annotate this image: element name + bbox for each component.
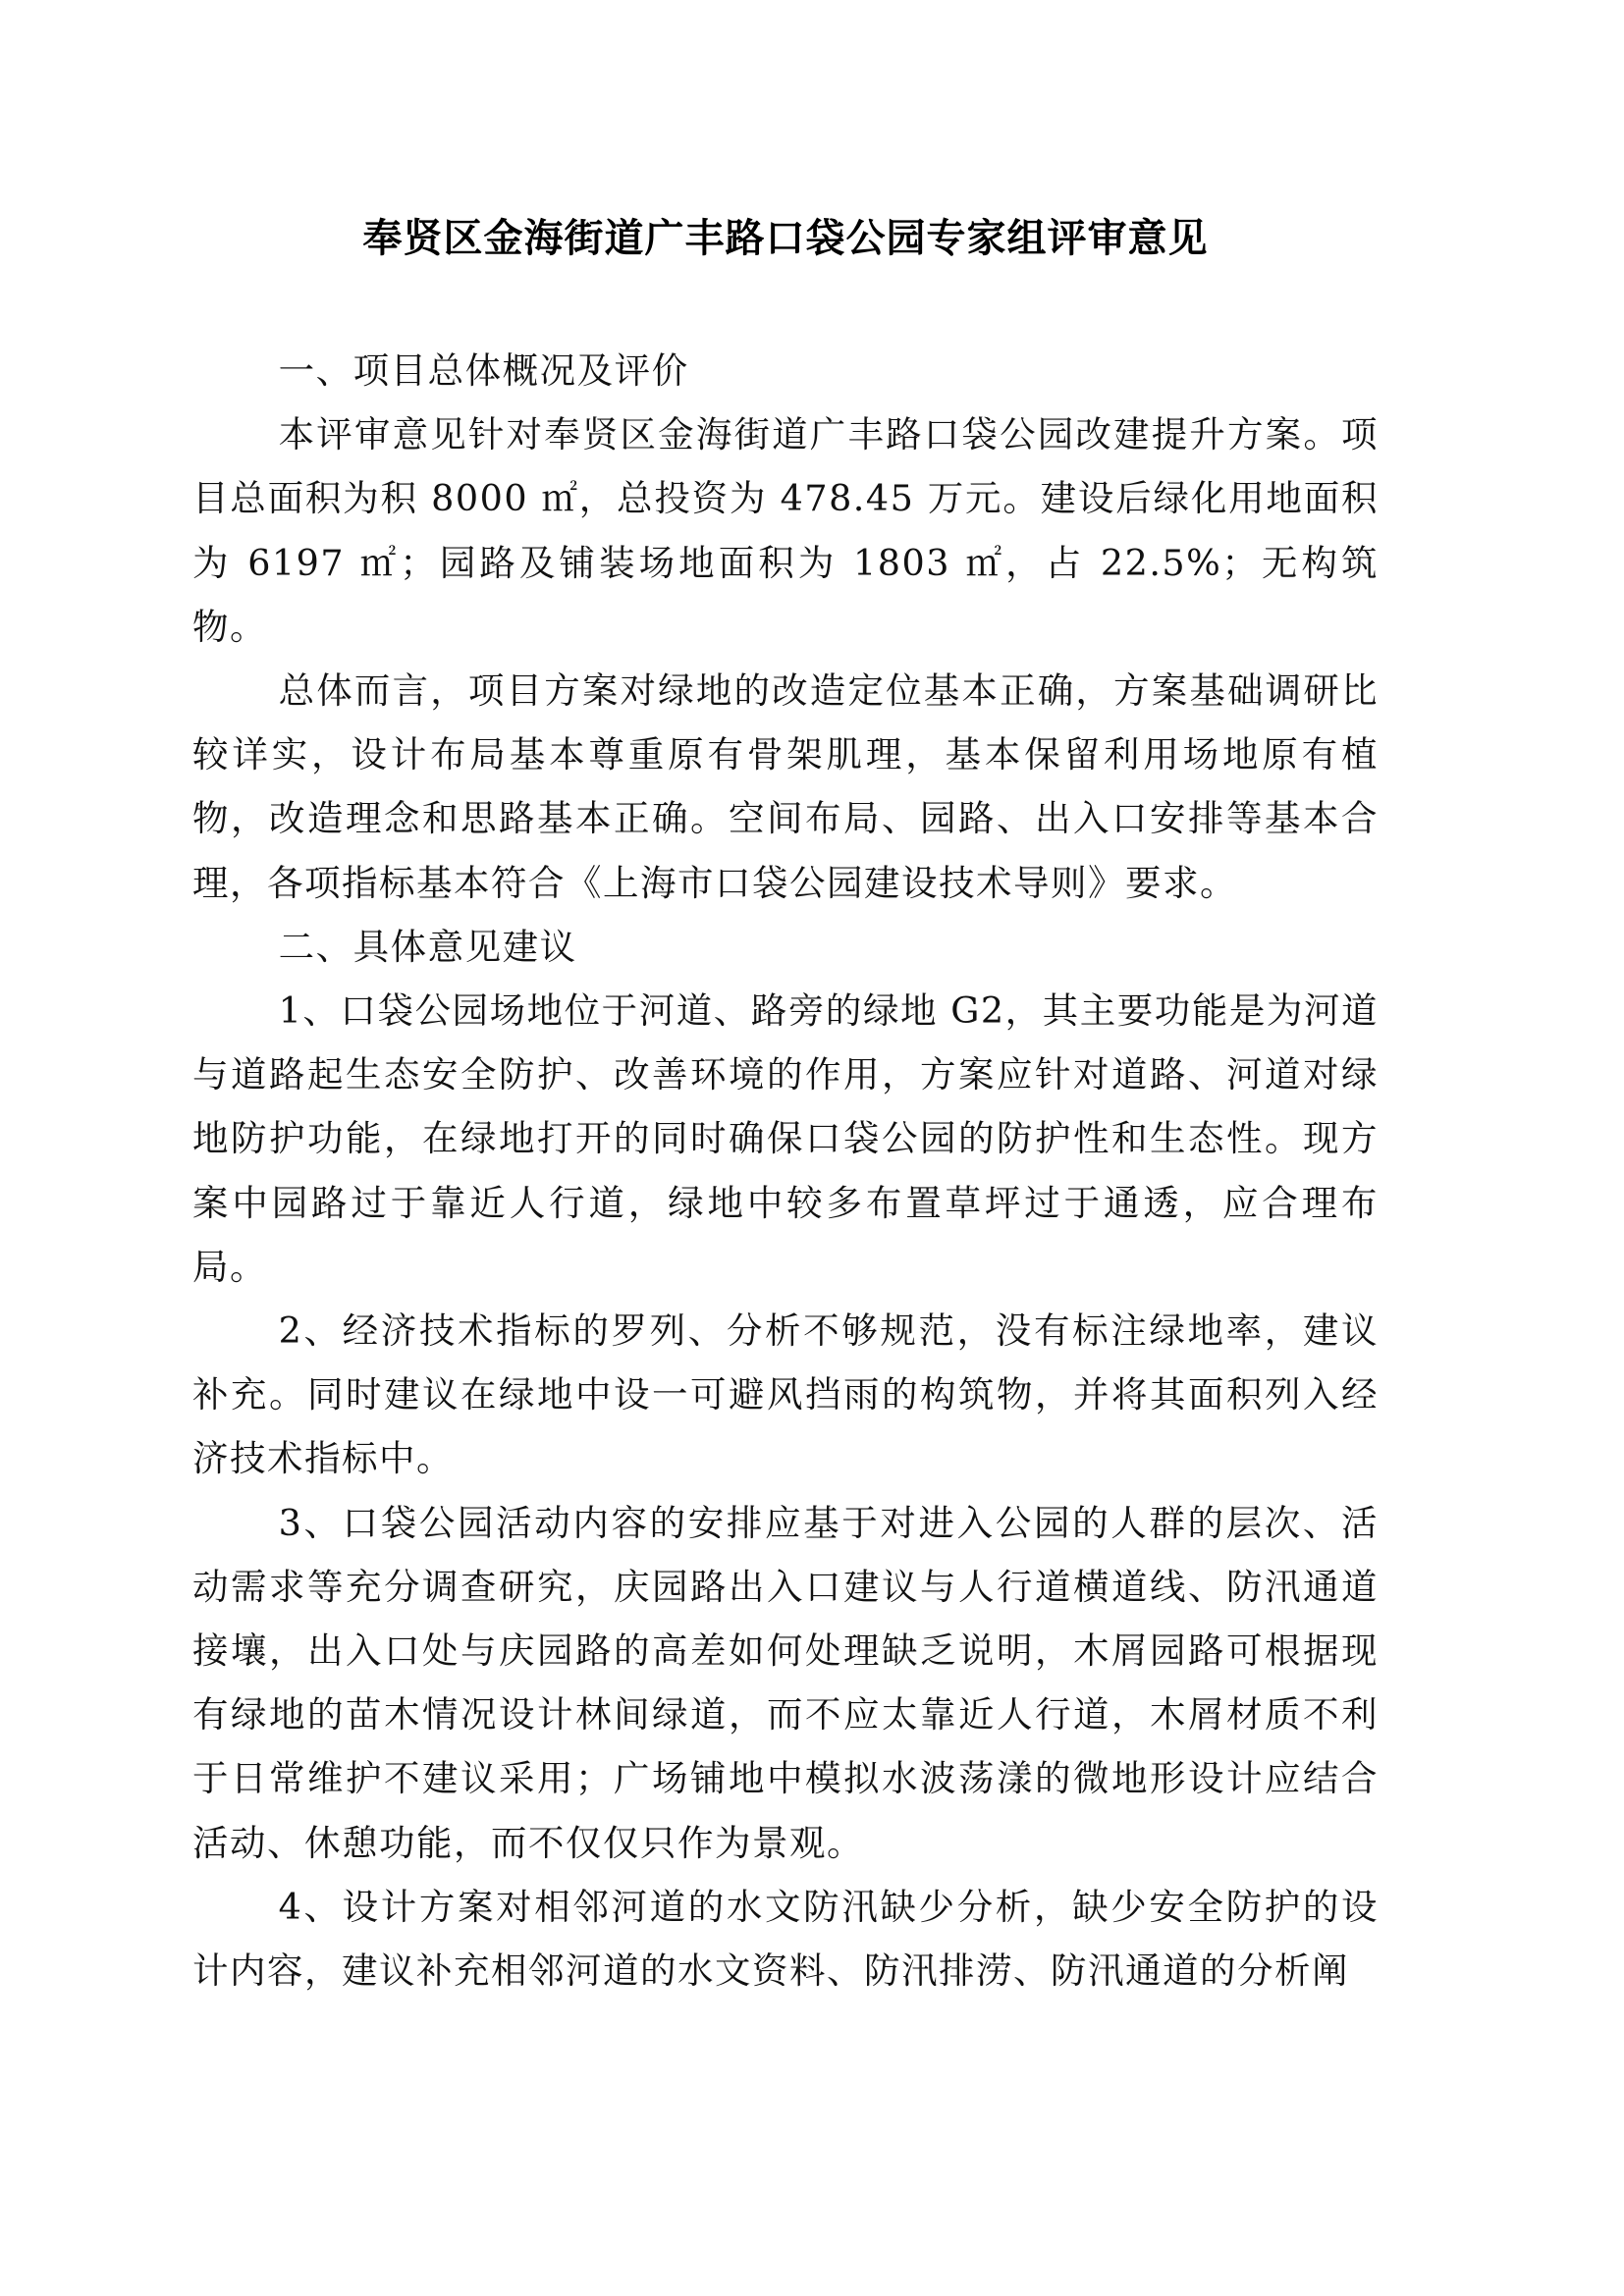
section-heading-suggestions: 二、具体意见建议	[278, 925, 577, 968]
document-title: 奉贤区金海街道广丰路口袋公园专家组评审意见	[362, 216, 1209, 261]
paragraph-project-summary: 本评审意见针对奉贤区金海街道广丰路口袋公园改建提升方案。项目总面积为积 8000 ㎡，总投资为 478.45 万元。建设后绿化用地面积为 6197 ㎡；园路及铺装场地面积为 1803 ㎡，占 22.5%；无构筑物。	[192, 413, 1379, 648]
section-heading-overview: 一、项目总体概况及评价	[278, 349, 689, 392]
paragraph-overall-evaluation: 总体而言，项目方案对绿地的改造定位基本正确，方案基础调研比较详实，设计布局基本尊重原有骨架肌理，基本保留利用场地原有植物，改造理念和思路基本正确。空间布局、园路、出入口安排等基本合理，各项指标基本符合《上海市口袋公园建设技术导则》要求。	[192, 669, 1379, 904]
suggestion-item-4: 4、设计方案对相邻河道的水文防汛缺少分析，缺少安全防护的设计内容，建议补充相邻河道的水文资料、防汛排涝、防汛通道的分析阐	[192, 1885, 1379, 1993]
suggestion-item-1: 1、口袋公园场地位于河道、路旁的绿地 G2，其主要功能是为河道与道路起生态安全防护、改善环境的作用，方案应针对道路、河道对绿地防护功能，在绿地打开的同时确保口袋公园的防护性和生态性。现方案中园路过于靠近人行道，绿地中较多布置草坪过于通透，应合理布局。	[192, 989, 1379, 1288]
document-body	[192, 339, 1379, 2002]
suggestion-item-2: 2、经济技术指标的罗列、分析不够规范，没有标注绿地率，建议补充。同时建议在绿地中设一可避风挡雨的构筑物，并将其面积列入经济技术指标中。	[192, 1309, 1379, 1480]
suggestion-item-3: 3、口袋公园活动内容的安排应基于对进入公园的人群的层次、活动需求等充分调查研究，庆园路出入口建议与人行道横道线、防汛通道接壤，出入口处与庆园路的高差如何处理缺乏说明，木屑园路可根据现有绿地的苗木情况设计林间绿道，而不应太靠近人行道，木屑材质不利于日常维护不建议采用；广场铺地中模拟水波荡漾的微地形设计应结合活动、休憩功能，而不仅仅只作为景观。	[192, 1501, 1379, 1864]
